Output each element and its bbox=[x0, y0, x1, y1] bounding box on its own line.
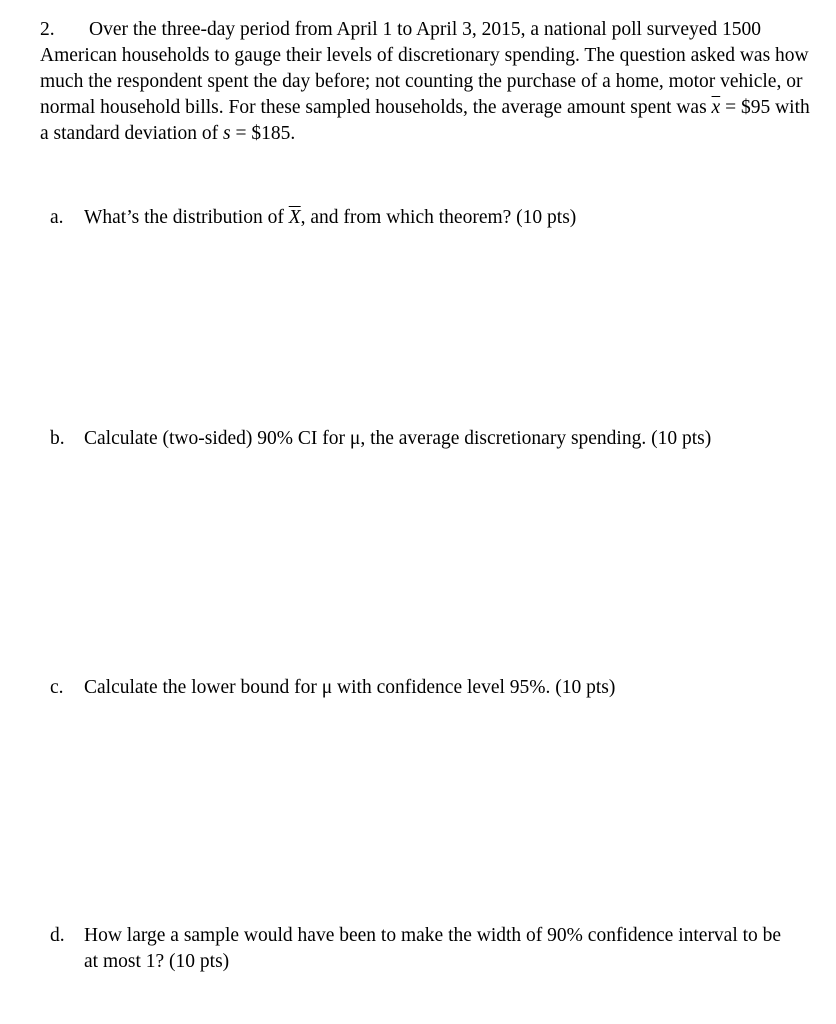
part-d-letter: d. bbox=[50, 925, 65, 946]
part-d bbox=[50, 923, 790, 975]
problem-statement bbox=[40, 17, 820, 147]
part-d-text: How large a sample would have been to make the width of 90% confidence interval to be at most 1? (10 pts) bbox=[84, 925, 782, 972]
part-b-text: Calculate (two-sided) 90% CI for μ, the average discretionary spending. (10 pts) bbox=[84, 428, 712, 449]
part-b-letter: b. bbox=[50, 428, 65, 449]
part-a-xbar-symbol: $\overline{X}$ bbox=[288, 207, 301, 228]
part-a-text-1: What’s the distribution of bbox=[84, 207, 289, 228]
problem-intro-text-2: = $95 with a standard deviation of bbox=[40, 97, 810, 144]
problem-intro-text: Over the three-day period from April 1 to April 3, 2015, a national poll surveyed 1500 American households to gauge their levels of discretionary spending. The question asked was how much the respondent spent the day before; not counting the purchase of a home, motor vehicle, or normal household bills. For these sampled households, the average amount spent was bbox=[40, 19, 809, 118]
part-c bbox=[50, 675, 790, 701]
sample-mean-symbol: $\overline{x}$ bbox=[711, 97, 721, 118]
part-b bbox=[50, 426, 790, 452]
part-a-text bbox=[84, 205, 790, 231]
part-c-letter: c. bbox=[50, 677, 64, 698]
part-a-text-2: , and from which theorem? (10 pts) bbox=[300, 207, 577, 228]
part-a-letter: a. bbox=[50, 207, 64, 228]
problem-number: 2. bbox=[40, 19, 55, 40]
problem-intro-text-3: = $185. bbox=[230, 123, 296, 144]
std-dev-symbol: s bbox=[223, 123, 231, 144]
part-a bbox=[50, 205, 790, 231]
part-c-text: Calculate the lower bound for μ with confidence level 95%. (10 pts) bbox=[84, 677, 616, 698]
